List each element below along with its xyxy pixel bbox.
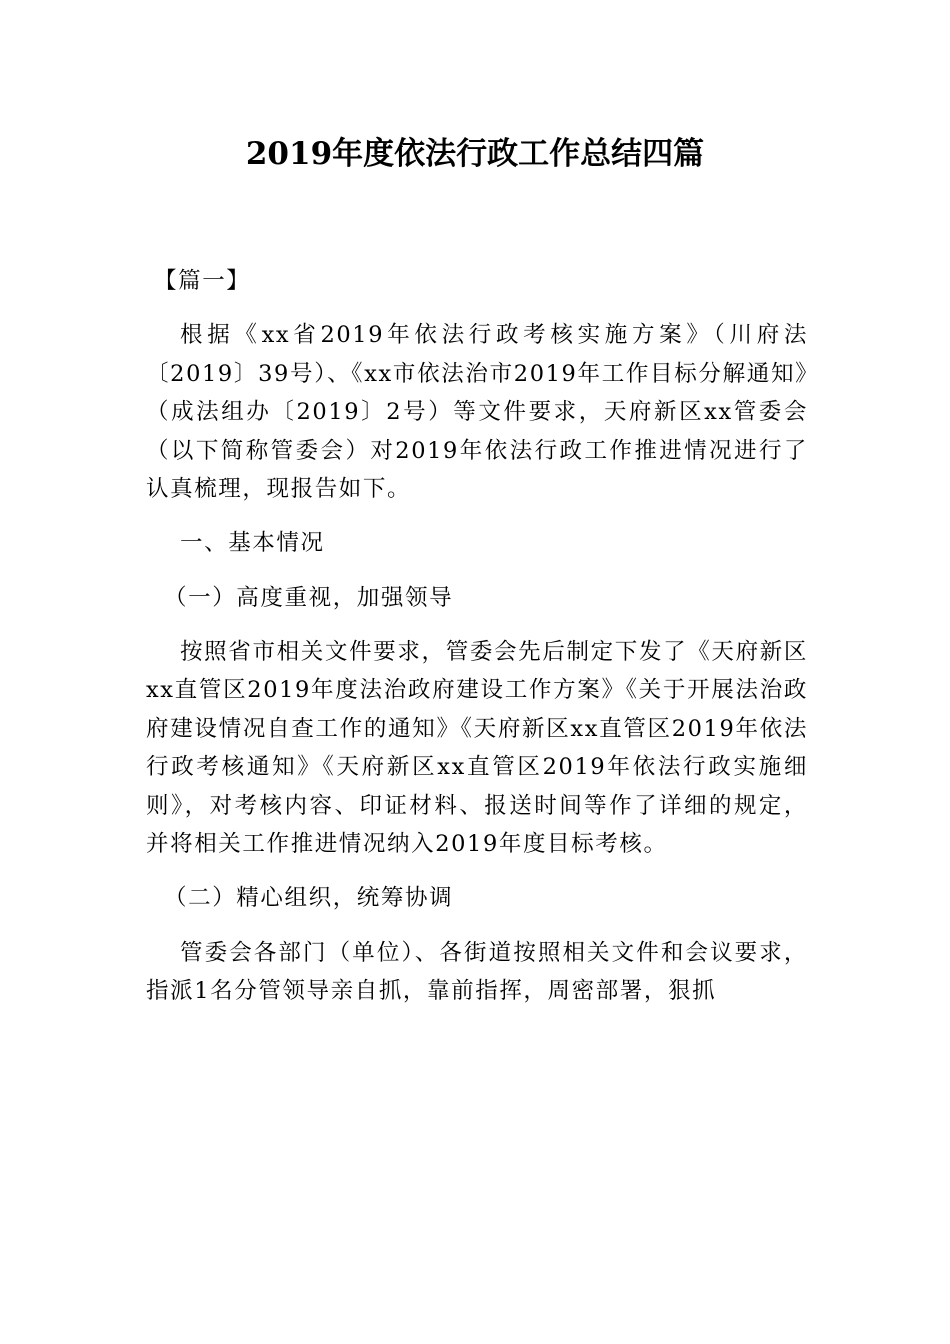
section-marker: 【篇一】 bbox=[154, 268, 251, 294]
subsection-heading-2: （二）精心组织，统筹协调 bbox=[164, 885, 454, 912]
document-body bbox=[146, 262, 808, 1026]
subsection-heading-1: （一）高度重视，加强领导 bbox=[164, 584, 454, 611]
body-paragraph-2: 管委会各部门（单位）、各街道按照相关文件和会议要求，指派1名分管领导亲自抓，靠前指挥，周密部署，狠抓 bbox=[146, 939, 808, 1005]
intro-paragraph: 根据《xx省2019年依法行政考核实施方案》（川府法〔2019〕39号）、《xx市依法治市2019年工作目标分解通知》（成法组办〔2019〕2号）等文件要求，天府新区xx管委会（以下简称管委会）对2019年依法行政工作推进情况进行了认真梳理，现报告如下。 bbox=[146, 322, 808, 503]
body-paragraph-1: 按照省市相关文件要求，管委会先后制定下发了《天府新区xx直管区2019年度法治政府建设工作方案》《关于开展法治政府建设情况自查工作的通知》《天府新区xx直管区2019年依法行政考核通知》《天府新区xx直管区2019年依法行政实施细则》，对考核内容、印证材料、报送时间等作了详细的规定，并将相关工作推进情况纳入2019年度目标考核。 bbox=[146, 638, 808, 858]
document-title: 2019年度依法行政工作总结四篇 bbox=[245, 136, 705, 172]
section-heading-basic-situation: 一、基本情况 bbox=[180, 530, 325, 557]
